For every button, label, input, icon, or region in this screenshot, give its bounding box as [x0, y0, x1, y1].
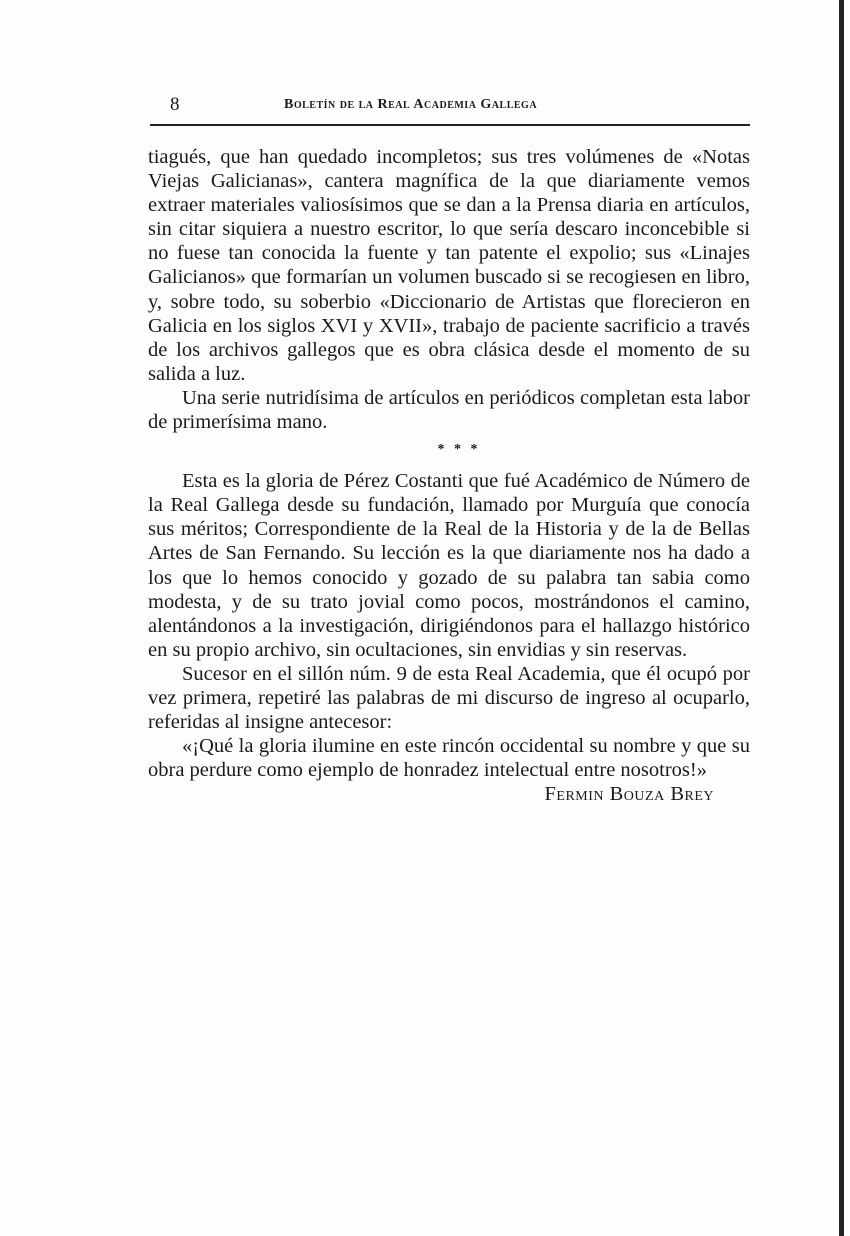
closing-quote: «¡Qué la gloria ilumine en este rincón occidental su nombre y que su obra perdure como ejemplo de honradez intelectual entre nosotros!»: [148, 735, 750, 782]
author-signature: Fermin Bouza Brey: [544, 783, 714, 806]
page-edge-shadow: [839, 0, 844, 1236]
header-rule: [150, 124, 750, 126]
page-number: 8: [170, 94, 180, 115]
paragraph-articles: Una serie nutridísima de artículos en periódicos completan esta labor de primerísima mano.: [148, 386, 750, 434]
running-title: Boletín de la Real Academia Gallega: [284, 97, 538, 112]
section-separator: * * *: [437, 442, 481, 458]
paragraph-sucesor: Sucesor en el sillón núm. 9 de esta Real Academia, que él ocupó por vez primera, repetiré las palabras de mi discurso de ingreso al ocuparlo, referidas al insigne antecesor:: [148, 662, 750, 734]
paragraph-gloria: Esta es la gloria de Pérez Costanti que fué Académico de Número de la Real Gallega desde su fundación, llamado por Murguía que conocía sus méritos; Correspondiente de la Real de la Historia y de la de Bellas Artes de San Fernando. Su lección es la que diariamente nos ha dado a los que lo hemos conocido y gozado de su palabra tan sabia como modesta, y de su trato jovial como pocos, mostrándonos el camino, alentándonos a la investigación, dirigiéndonos para el hallazgo histórico en su propio archivo, sin ocultaciones, sin envidias y sin reservas.: [148, 470, 750, 661]
paragraph-continuation: tiagués, que han quedado incompletos; sus tres volúmenes de «Notas Viejas Galicianas», cantera magnífica de la que diariamente vemos extraer materiales valiosísimos que se dan a la Prensa diaria en artículos, sin citar siquiera a nuestro escritor, lo que sería descaro inconcebible si no fuese tan conocida la fuente y tan patente el expolio; sus «Linajes Galicianos» que formarían un volumen buscado si se recogiesen en libro, y, sobre todo, su soberbio «Diccionario de Artistas que florecieron en Galicia en los siglos XVI y XVII», trabajo de paciente sacrificio a través de los archivos gallegos que es obra clásica desde el momento de su salida a luz.: [148, 146, 750, 385]
body-text: [148, 145, 750, 806]
